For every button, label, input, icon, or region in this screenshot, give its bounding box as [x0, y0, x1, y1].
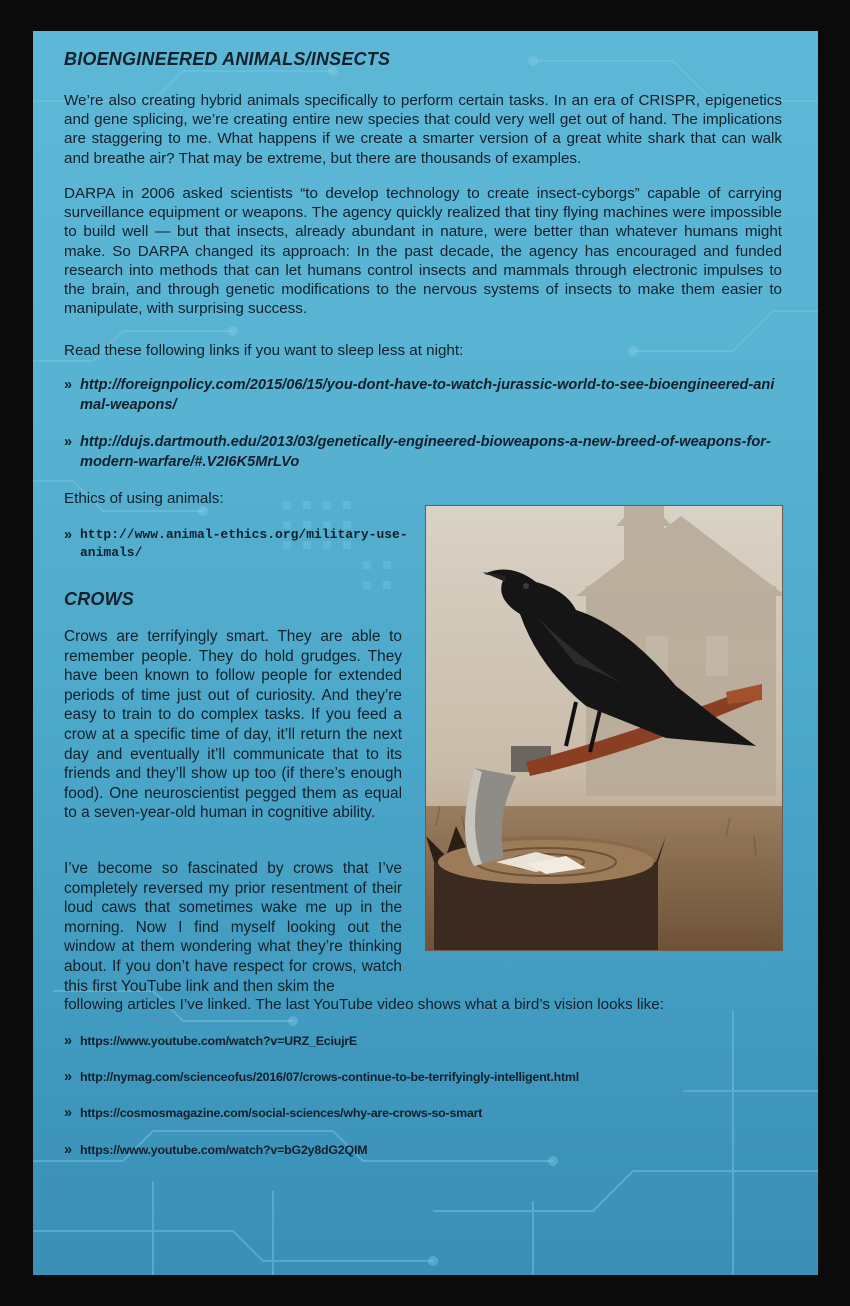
link-youtube-2[interactable]: https://www.youtube.com/watch?v=bG2y8dG2QIM [80, 1143, 368, 1157]
link-item[interactable] [64, 526, 409, 562]
link-foreignpolicy[interactable]: http://foreignpolicy.com/2015/06/15/you-dont-have-to-watch-jurassic-world-to-see-bioengineered-animal-weapons/ [80, 377, 775, 413]
link-youtube-1[interactable]: https://www.youtube.com/watch?v=URZ_EciujrE [80, 1034, 357, 1048]
link-item[interactable] [64, 1104, 782, 1124]
link-dartmouth[interactable]: http://dujs.dartmouth.edu/2013/03/genetically-engineered-bioweapons-a-new-breed-of-weapons-for-modern-warfare/#.V2I6K5MrLVo [80, 434, 771, 470]
ethics-intro: Ethics of using animals: [64, 490, 224, 507]
link-item[interactable] [64, 376, 782, 415]
paragraph-crows-links-intro: following articles I’ve linked. The last YouTube video shows what a bird’s vision looks like: [64, 996, 664, 1013]
bullet-marker: » [64, 1069, 73, 1085]
link-item[interactable] [64, 1068, 782, 1088]
link-animal-ethics[interactable]: http://www.animal-ethics.org/military-use-animals/ [80, 527, 408, 560]
paragraph-crows-smart: Crows are terrifyingly smart. They are able to remember people. They do hold grudges. They have been known to follow people for extended periods of time just out of curiosity. And they’re easy to train to do complex tasks. If you feed a crow at a specific time of day, it’ll return the next day and eventually it’ll communicate that to its friends and they’ll show up too (if there’s enough food). One neuroscientist pegged them as equal to a seven-year-old human in cognitive ability. [64, 628, 402, 822]
paragraph-darpa: DARPA in 2006 asked scientists “to develop technology to create insect-cyborgs” capable of carrying surveillance equipment or weapons. The agency quickly realized that tiny flying machines were impossible to build well — but that insects, already abundant in nature, were better than whatever humans might make. So DARPA changed its approach: In the past decade, the agency has encouraged and funded research into methods that can let humans control insects and mammals through electronic impulses to the brain, and through genetic modifications to the nervous systems of insects to make them easier to manipulate, with surprising success. [64, 185, 782, 318]
section-heading-crows: CROWS [64, 589, 134, 609]
paragraph-crows-fascination: I’ve become so fascinated by crows that I’ve completely reversed my prior resentment of their loud caws that sometimes wake me up in the morning. Now I find myself looking out the window at them wondering what they’re thinking about. If you don’t have respect for crows, watch this first YouTube link and then skim the [64, 860, 402, 995]
page [33, 31, 818, 1275]
bullet-marker: » [64, 1033, 73, 1049]
bullet-marker: » [64, 1105, 73, 1121]
link-item[interactable] [64, 433, 782, 472]
bullet-marker: » [64, 1142, 73, 1158]
paragraph-hybrid-animals: We’re also creating hybrid animals specifically to perform certain tasks. In an era of CRISPR, epigenetics and gene splicing, we’re creating entire new species that could very well get out of hand. The implications are staggering to me. What happens if we create a smarter version of a great white shark that can walk and breathe air? That may be extreme, but there are thousands of examples. [64, 92, 782, 167]
crow-illustration [425, 505, 783, 951]
bullet-marker: » [64, 527, 73, 543]
bullet-marker: » [64, 434, 73, 450]
link-nymag[interactable]: http://nymag.com/scienceofus/2016/07/crows-continue-to-be-terrifyingly-intelligent.html [80, 1070, 579, 1084]
links-intro: Read these following links if you want to sleep less at night: [64, 342, 464, 359]
link-item[interactable] [64, 1032, 782, 1052]
link-item[interactable] [64, 1141, 782, 1161]
section-heading-bioengineered: BIOENGINEERED ANIMALS/INSECTS [64, 49, 391, 69]
bullet-marker: » [64, 377, 73, 393]
link-cosmos[interactable]: https://cosmosmagazine.com/social-sciences/why-are-crows-so-smart [80, 1106, 483, 1120]
